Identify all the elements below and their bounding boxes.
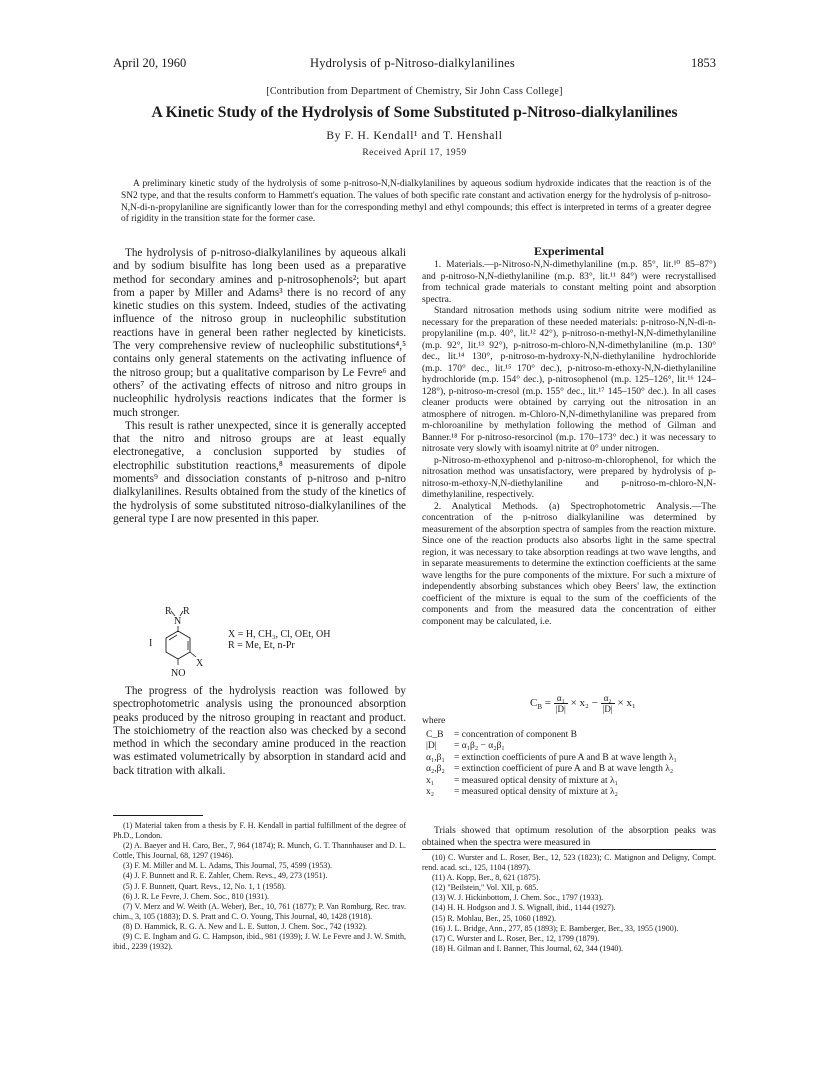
footnote: (1) Material taken from a thesis by F. H. Kendall in partial fulfillment of the degree of Ph.D., London.	[113, 821, 406, 841]
issue-date: April 20, 1960	[113, 56, 187, 70]
footnote: (11) A. Kopp, Ber., 8, 621 (1875).	[432, 873, 541, 883]
definition-symbol: α₁,β₁	[426, 752, 445, 763]
nitrosation-paragraph: Standard nitrosation methods using sodium nitrite were modified as necessary for the preparation of these needed materials: p-nitroso-N,N-di-n-propylaniline (m.p. 40°, lit.¹² 42°), p-nitroso-n-methyl-N,N-dimethylaniline (m.p. 92°, lit.¹³ 92°), p-nitroso-m-chloro-N,N-dimethylaniline (m.p. 130° dec., lit.¹⁴ 130°, p-nitroso-m-hydroxy-N,N-diethylaniline hydrochloride (m.p. 170° dec., lit.¹⁵ 170° dec.), p-nitroso-m-ethoxy-N,N-diethylaniline hydrochloride (m.p. 154° dec.), p-nitrosophenol (m.p. 125–126°, lit.¹⁶ 124–128°), p-nitroso-m-cresol (m.p. 155° dec., lit.¹⁷ 145–150° dec.). In all cases cleaner products were obtained by carrying out the nitrosation in an atmosphere of nitrogen. m-Chloro-N,N-dimethylaniline was prepared from m-chloroaniline by methylation following the method of Gilman and Banner.¹⁸ For p-nitroso-resorcinol (m.p. 170–173° dec.) it was necessary to nitrosate very slowly with isoamyl nitrite at 0° under nitrogen.	[422, 306, 716, 454]
structure-diagram-i	[143, 602, 373, 682]
x-definition: X = H, CH₃, Cl, OEt, OH	[228, 629, 331, 640]
formula-times-x2: × x₂ −	[570, 697, 598, 710]
intro-paragraph-1: The hydrolysis of p-nitroso-dialkylanilines by aqueous alkali and by sodium bisulfite has long been used as a preparative method for secondary amines and p-nitrosophenols²; but apart from a paper by Miller and Adams³ there is no record of any kinetic studies on this system. Indeed, studies of the activating influence of the nitroso group in nucleophilic substitution reactions have in general been rather neglected by kineticists. The very comprehensive review of nucleophilic substitutions⁴,⁵ contains only general statements on the activating influence of the nitroso group; but a qualitative comparison by Le Fevre⁶ and others⁷ of the activating effects of nitroso and nitro groups in nucleophilic hydrolysis reactions indicates that the former is much stronger.	[113, 247, 406, 419]
introduction	[113, 247, 406, 526]
formula-lhs: C	[530, 697, 538, 710]
footnote: (4) J. F. Bunnett and R. E. Zahler, Chem. Revs., 49, 273 (1951).	[123, 871, 328, 881]
formula-lhs-sub: B	[537, 703, 543, 712]
footnote: (10) C. Wurster and L. Roser, Ber., 12, 523 (1823); C. Matignon and Deligny, Compt. rend. acad. sci., 125, 1104 (1897).	[422, 853, 716, 873]
fraction-2	[601, 693, 615, 714]
fraction-2-denominator: |D|	[602, 704, 613, 714]
author-line: By F. H. Kendall¹ and T. Henshall	[326, 130, 503, 142]
introduction-continued	[113, 685, 406, 778]
definition-text: = measured optical density of mixture at λ₂	[454, 787, 618, 798]
definition-text: = extinction coefficient of pure A and B at wave length λ₂	[454, 764, 674, 775]
article-title: A Kinetic Study of the Hydrolysis of Some Substituted p-Nitroso-dialkylanilines	[151, 104, 678, 121]
definition-row	[422, 776, 716, 787]
definition-symbol: |D|	[426, 741, 437, 752]
trials-paragraph: Trials showed that optimum resolution of the absorption peaks was obtained when the spectra were measured in	[422, 826, 716, 848]
where-label: where	[422, 716, 446, 726]
formula-times-x1: × x₁	[617, 697, 636, 710]
footnote: (5) J. F. Bunnett, Quart. Revs., 12, No. 1, 1 (1958).	[123, 881, 286, 891]
definition-text: = extinction coefficients of pure A and B at wave length λ₁	[454, 752, 677, 763]
n-label: N	[174, 616, 182, 627]
definition-row	[422, 741, 716, 752]
concentration-formula	[530, 693, 636, 714]
page-number: 1853	[691, 56, 716, 70]
x-label: X	[196, 658, 204, 669]
footnotes-left	[113, 821, 406, 952]
footnote: (7) V. Merz and W. Weith (A. Weber), Ber., 10, 761 (1877); P. Van Romburg, Rec. trav. chim., 3, 105 (1883); D. S. Pratt and C. O. Young, This Journal, 40, 1428 (1918).	[113, 901, 406, 921]
benzene-ring	[166, 631, 190, 659]
analytical-methods-paragraph: 2. Analytical Methods. (a) Spectrophotometric Analysis.—The concentration of the p-nitroso dialkylaniline was determined by measurement of the absorption spectra of samples from the reaction mixture. Since one of the reaction products also absorbs light in the same spectral region, it was necessary to take absorption readings at two wave lengths, and in separate measurements to determine the extinction coefficients at the same wave lengths for the pure components of the mixture. For such a mixture of independently absorbing substances which obey Beers' law, the extinction coefficient of the mixture is equal to the sum of the coefficients of the components and from the measured data the concentration of either component may be calculated, i.e.	[422, 501, 716, 627]
definition-list	[422, 730, 716, 798]
definition-symbol: x₂	[426, 787, 435, 798]
footnote: (13) W. J. Hickinbottom, J. Chem. Soc., 1797 (1933).	[432, 893, 604, 903]
fraction-1-numerator: α₁	[554, 693, 568, 704]
r-label-right: R	[183, 606, 190, 617]
footnote-divider-right	[422, 849, 716, 850]
r-definition: R = Me, Et, n-Pr	[228, 640, 295, 651]
definition-row	[422, 753, 716, 764]
definition-row	[422, 764, 716, 775]
no-label: NO	[171, 668, 186, 679]
footnote: (17) C. Wurster and L. Roser, Ber., 12, 1799 (1879).	[432, 933, 600, 943]
hydrolysis-prep-paragraph: p-Nitroso-m-ethoxyphenol and p-nitroso-m-chlorophenol, for which the nitrosation method was unsatisfactory, were prepared by hydrolysis of p-nitroso-m-ethoxy-N,N-diethylaniline and p-nitroso-m-chloro-N,N-dimethylaniline, respectively.	[422, 455, 716, 500]
footnote: (15) R. Mohlau, Ber., 25, 1060 (1892).	[432, 913, 556, 923]
footnote: (3) F. M. Miller and M. L. Adams, This Journal, 75, 4599 (1953).	[123, 861, 332, 871]
footnote: (16) J. L. Bridge, Ann., 277, 85 (1893); E. Bamberger, Ber., 33, 1955 (1900).	[432, 923, 679, 933]
definition-row	[422, 787, 716, 798]
experimental-heading: Experimental	[534, 244, 604, 258]
materials-paragraph: 1. Materials.—p-Nitroso-N,N-dimethylaniline (m.p. 85°, lit.¹⁰ 85–87°) and p-nitroso-N,N-diethylaniline (m.p. 83°, lit.¹¹ 84°) were recrystallised from technical grade materials to constant melting point and absorption spectra.	[422, 260, 716, 305]
running-title: Hydrolysis of p-Nitroso-dialkylanilines	[310, 56, 515, 70]
running-header	[113, 56, 716, 72]
footnotes-right	[422, 853, 716, 954]
abstract: A preliminary kinetic study of the hydrolysis of some p-nitroso-N,N-dialkylanilines by aqueous sodium hydroxide indicates that the reaction is of the SN2 type, and that the results conform to Hammett's equation. The values of both specific rate constant and activation energy for the hydrolysis of p-nitroso-N,N-di-n-propylaniline are significantly lower than for the corresponding methyl and ethyl compounds; this effect is interpreted in terms of a greater degree of rigidity in the transition state for the former case.	[121, 179, 711, 225]
footnote-divider	[113, 815, 203, 816]
footnote: (14) H. H. Hodgson and J. S. Wignall, ibid., 1144 (1927).	[432, 903, 616, 913]
definition-row	[422, 730, 716, 741]
experimental-section	[422, 260, 716, 628]
footnote: (18) H. Gilman and I. Banner, This Journal, 62, 344 (1940).	[432, 943, 624, 953]
r-label-left: R	[165, 606, 172, 617]
intro-paragraph-2: This result is rather unexpected, since it is generally accepted that the nitro and nitroso groups are at least equally electronegative, a conclusion supported by studies of electrophilic substitution reactions,⁸ measurements of dipole moments⁹ and dissociation constants of p-nitroso and p-nitro dialkylanilines. Results obtained from the study of the kinetics of the hydrolysis of some substituted nitroso-dialkylanilines of the general type I are now presented in this paper.	[113, 419, 406, 525]
definition-text: = α₁β₂ − α₂β₁	[454, 741, 505, 752]
definition-symbol: C_B	[426, 730, 444, 740]
footnote: (9) C. E. Ingham and G. C. Hampson, ibid., 981 (1939); J. W. Le Fevre and J. W. Smith, ibid., 2239 (1932).	[113, 932, 406, 952]
structure-label: I	[149, 638, 153, 649]
footnote: (12) "Beilstein," Vol. XII, p. 685.	[432, 883, 539, 893]
contribution-line: [Contribution from Department of Chemistry, Sir John Cass College]	[266, 86, 563, 97]
formula-equals: =	[544, 697, 551, 710]
fraction-2-numerator: α₂	[601, 693, 615, 704]
footnote: (8) D. Hammick, R. G. A. New and L. E. Sutton, J. Chem. Soc., 742 (1932).	[123, 921, 367, 931]
definition-symbol: α₂,β₂	[426, 764, 445, 775]
footnote: (6) J. R. Le Fevre, J. Chem. Soc., 810 (1931).	[123, 891, 269, 901]
definition-text: = measured optical density of mixture at λ₁	[454, 775, 618, 786]
fraction-1-denominator: |D|	[555, 704, 566, 714]
intro-paragraph-3: The progress of the hydrolysis reaction was followed by spectrophotometric analysis using the pronounced absorption peaks produced by the nitroso grouping in reactant and product. The stoichiometry of the reaction also was checked by a second method in which the secondary amine produced in the reaction was estimated volumetrically by absorption in standard acid and back titration with alkali.	[113, 685, 406, 777]
definition-symbol: x₁	[426, 775, 435, 786]
fraction-1	[554, 693, 568, 714]
definition-text: = concentration of component B	[454, 730, 578, 740]
footnote: (2) A. Baeyer and H. Caro, Ber., 7, 964 (1874); R. Munch, G. T. Thannhauser and D. L. Cottle, This Journal, 68, 1297 (1946).	[113, 841, 406, 861]
received-date: Received April 17, 1959	[362, 148, 467, 158]
